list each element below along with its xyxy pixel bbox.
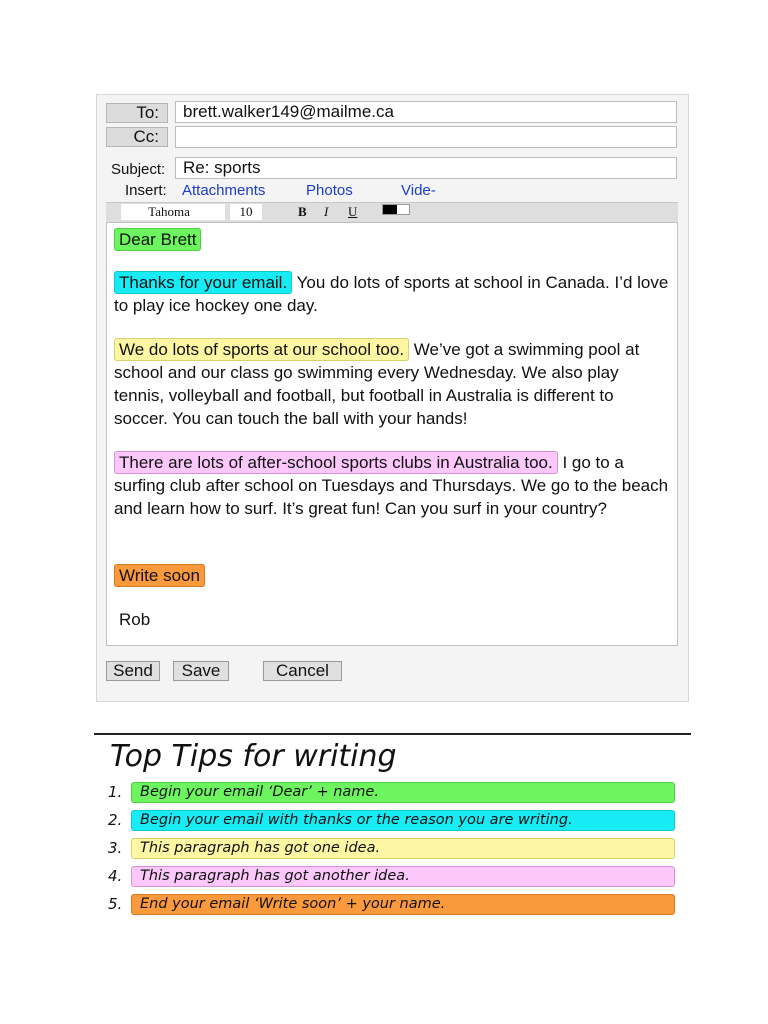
closing-highlight: Write soon <box>114 564 205 587</box>
tip-number: 2. <box>108 811 123 829</box>
tip-number: 3. <box>108 839 123 857</box>
paragraph-sports-clubs <box>114 451 669 520</box>
subject-field[interactable]: Re: sports <box>175 157 677 179</box>
cc-field[interactable] <box>175 126 677 148</box>
italic-button[interactable]: I <box>324 204 329 219</box>
insert-photos-link[interactable]: Photos <box>306 182 353 199</box>
paragraph-sports-clubs-text: I go to a surfing club after school on Tuesdays and Thursdays. We go to the beach and learn how to surf. It’s great fun! Can you surf in your country? <box>114 453 669 518</box>
paragraph-school-sports <box>114 338 669 430</box>
tip-number: 5. <box>108 895 123 913</box>
email-compose-window <box>96 94 689 702</box>
underline-button[interactable]: U <box>348 204 358 219</box>
school-sports-highlight: We do lots of sports at our school too. <box>114 338 409 361</box>
greeting-paragraph <box>114 228 669 251</box>
tip-item: This paragraph has got one idea. <box>131 838 675 859</box>
tip-item: End your email ‘Write soon’ + your name. <box>131 894 675 915</box>
to-field[interactable]: brett.walker149@mailme.ca <box>175 101 677 123</box>
cancel-button[interactable]: Cancel <box>263 661 342 681</box>
tip-item: This paragraph has got another idea. <box>131 866 675 887</box>
tip-number: 1. <box>108 783 123 801</box>
to-label: To: <box>106 103 168 123</box>
font-size-selector[interactable]: 10 <box>230 204 262 220</box>
sports-clubs-highlight: There are lots of after-school sports clubs in Australia too. <box>114 451 558 474</box>
color-swatch-icon[interactable] <box>382 204 410 215</box>
signature: Rob <box>119 610 151 629</box>
message-body[interactable] <box>106 222 678 646</box>
tip-number: 4. <box>108 867 123 885</box>
paragraph-school-sports-text: We’ve got a swimming pool at school and our class go swimming every Wednesday. We also play tennis, volleyball and football, but football in Australia is different to soccer. You can touch the ball with your hands! <box>114 340 640 428</box>
insert-attachments-link[interactable]: Attachments <box>182 182 266 199</box>
subject-label: Subject: <box>111 161 166 178</box>
send-button[interactable]: Send <box>106 661 160 681</box>
greeting-highlight: Dear Brett <box>114 228 201 251</box>
cc-label: Cc: <box>106 127 168 147</box>
font-selector[interactable]: Tahoma <box>121 204 225 220</box>
section-divider <box>94 733 691 735</box>
save-button[interactable]: Save <box>173 661 229 681</box>
insert-video-link[interactable]: Vide- <box>401 182 436 199</box>
tip-item: Begin your email ‘Dear’ + name. <box>131 782 675 803</box>
tips-title: Top Tips for writing <box>110 739 397 774</box>
formatting-toolbar <box>106 202 678 222</box>
paragraph-thanks-text: You do lots of sports at school in Canada. I’d love to play ice hockey one day. <box>114 273 669 315</box>
tip-item: Begin your email with thanks or the reason you are writing. <box>131 810 675 831</box>
bold-button[interactable]: B <box>298 204 307 219</box>
thanks-highlight: Thanks for your email. <box>114 271 292 294</box>
paragraph-thanks <box>114 271 669 317</box>
insert-label: Insert: <box>125 182 167 199</box>
closing-paragraph <box>114 564 669 587</box>
